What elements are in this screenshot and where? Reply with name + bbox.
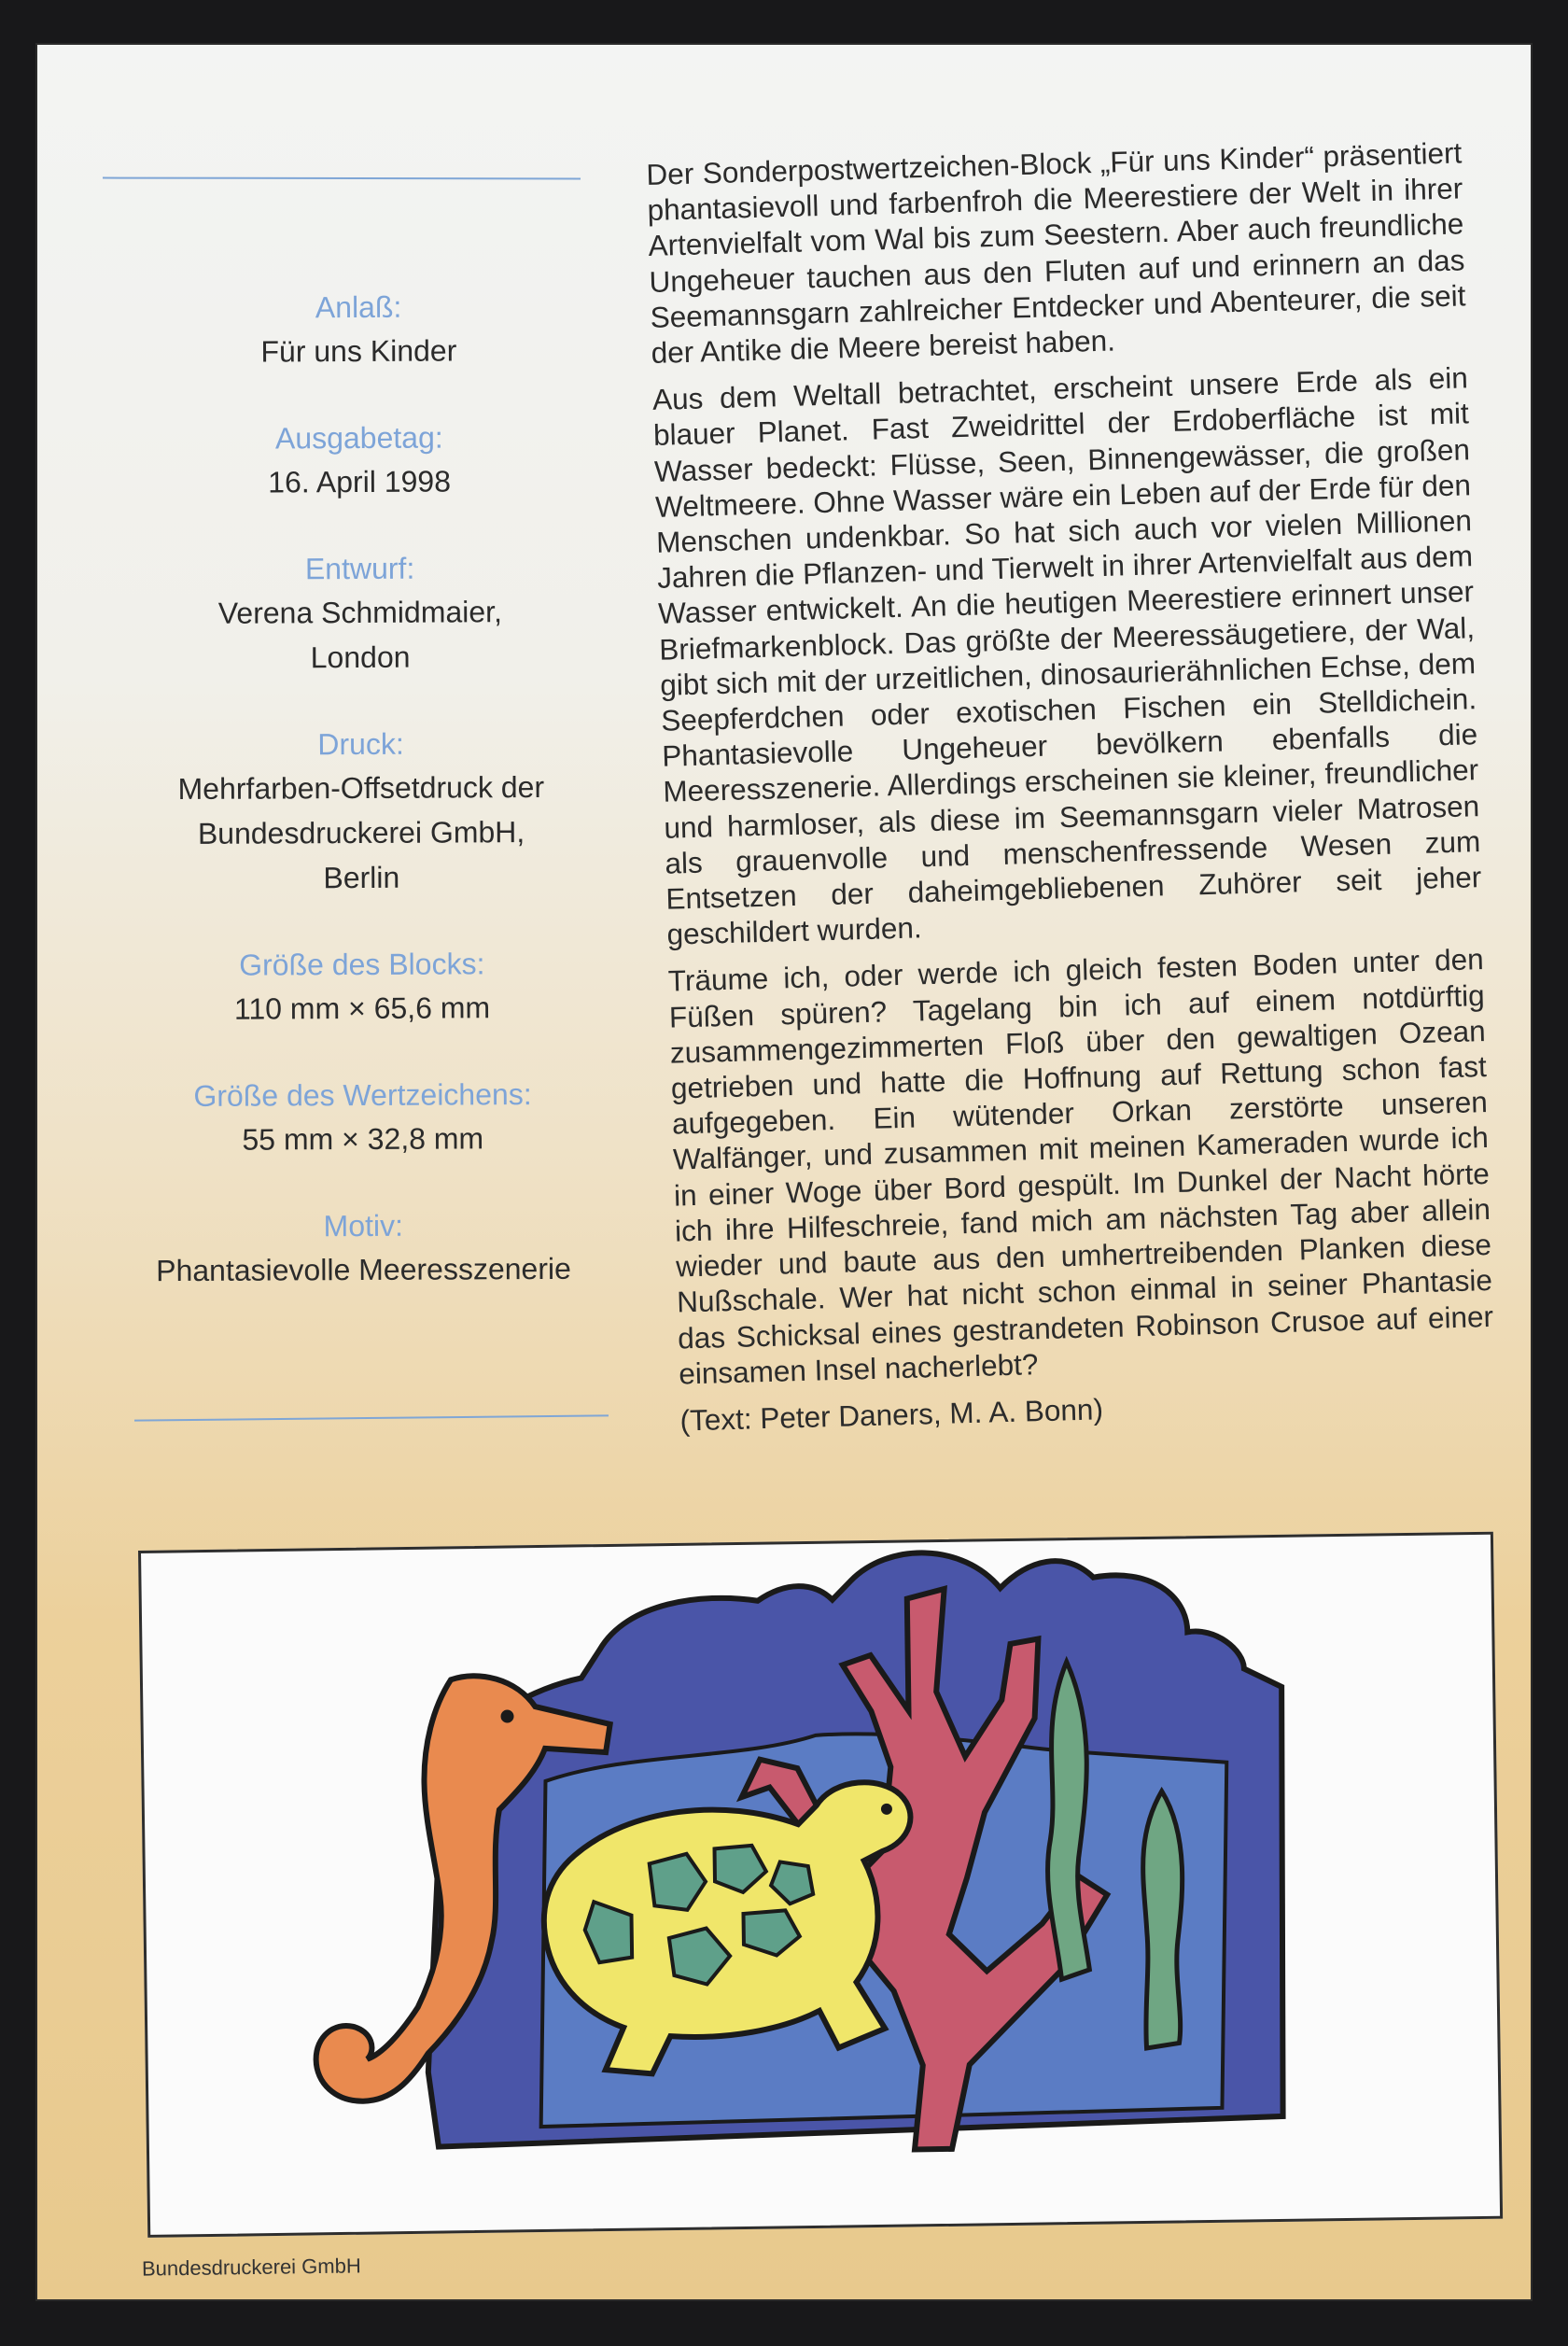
info-value: Für uns Kinder xyxy=(260,333,457,369)
info-value: Berlin xyxy=(323,860,400,895)
info-value: Phantasievolle Meeresszenerie xyxy=(156,1251,571,1288)
info-motif xyxy=(122,1203,604,1294)
info-value: 55 mm × 32,8 mm xyxy=(242,1121,484,1157)
info-issue-date xyxy=(119,415,600,506)
info-value: London xyxy=(310,639,411,675)
info-label: Motiv: xyxy=(323,1208,404,1243)
printer-credit: Bundesdruckerei GmbH xyxy=(141,2254,361,2281)
text-credit: (Text: Peter Daners, M. A. Bonn) xyxy=(679,1392,1104,1438)
sea-scene-illustration xyxy=(138,1532,1503,2238)
stamp-info-sheet xyxy=(37,45,1531,2299)
issue-info-column xyxy=(118,285,605,1294)
info-value: 16. April 1998 xyxy=(268,464,452,499)
info-design xyxy=(119,546,601,681)
info-printing xyxy=(119,722,602,902)
info-label: Entwurf: xyxy=(304,551,415,586)
info-value: 110 mm × 65,6 mm xyxy=(233,990,491,1026)
info-label: Größe des Blocks: xyxy=(239,947,485,982)
info-label: Größe des Wertzeichens: xyxy=(193,1077,532,1113)
paragraph: Der Sonderpostwertzeichen-Block „Für uns Kinder“ präsentiert phantasievoll und farbenfroh die Meerestiere der Welt in ihrer Artenvielfalt vom Wal bis zum Seestern. Aber auch freundliche Ungeheuer tauchen aus den Fluten auf und erinnern an das Seemannsgarn zahlreicher Entdecker und Abenteurer, die seit der Antike die Meere bereist haben. xyxy=(646,135,1466,370)
info-occasion xyxy=(118,285,599,375)
info-label: Druck: xyxy=(317,726,404,762)
paragraph: Träume ich, oder werde ich gleich festen Boden unter den Füßen spüren? Tagelang bin ich auf einem notdürftig zusammengezimmerten Floß über den gewaltigen Ozean getrieben und hatte die Hoffnung auf Rettung schon fast aufgegeben. Ein wütender Orkan zerstörte unseren Walfänger, und zusammen mit meinen Kameraden wurde ich in einer Woge über Bord gespült. Im Dunkel der Nacht hörte ich ihre Hilfeschreie, fand mich am nächsten Tag aber allein wieder und baute aus den umhertreibenden Planken diese Nußschale. Wer hat nicht schon einmal in seiner Phantasie das Schicksal eines gestrandeten Robinson Crusoe auf einer einsamen Insel nacherlebt? xyxy=(667,942,1494,1391)
seaweed-icon xyxy=(1142,1791,1185,2048)
bottom-divider xyxy=(134,1414,609,1421)
info-label: Ausgabetag: xyxy=(274,420,443,456)
info-block-size xyxy=(121,942,603,1033)
description-text xyxy=(646,134,1496,1438)
info-value: Bundesdruckerei GmbH, xyxy=(197,815,525,850)
info-label: Anlaß: xyxy=(315,289,402,325)
info-value: Verena Schmidmaier, xyxy=(217,595,503,630)
info-stamp-size xyxy=(121,1073,603,1163)
paragraph: Aus dem Weltall betrachtet, erscheint unsere Erde als ein blauer Planet. Fast Zweidrittel der Erdoberfläche ist mit Wasser bedeckt: Flüsse, Seen, Binnengewässer, die großen Weltmeere. Ohne Wasser wäre ein Leben auf der Erde für den Menschen undenkbar. So hat sich auch vor vielen Millionen Jahren die Pflanzen- und Tierwelt in ihrer Artenvielfalt aus dem Wasser entwickelt. An die heutigen Meerestiere erinnert unser Briefmarkenblock. Das größte der Meeressäugetiere, der Wal, gibt sich mit der urzeitlichen, dinosaurierähnlichen Echse, dem Seepferdchen oder exotischen Fischen ein Stelldichein. Phantasievolle Ungeheuer bevölkern ebenfalls die Meeresszenerie. Allerdings erscheinen sie kleiner, freundlicher und harmloser, als diese im Seemannsgarn vieler Matrosen als grauenvolle und menschenfressende Wesen zum Entsetzen der daheimgebliebenen Zuhörer seit jeher geschildert wurden. xyxy=(651,360,1482,951)
info-value: Mehrfarben-Offsetdruck der xyxy=(177,769,545,807)
sea-scene-svg xyxy=(141,1535,1500,2235)
top-divider xyxy=(103,177,581,180)
